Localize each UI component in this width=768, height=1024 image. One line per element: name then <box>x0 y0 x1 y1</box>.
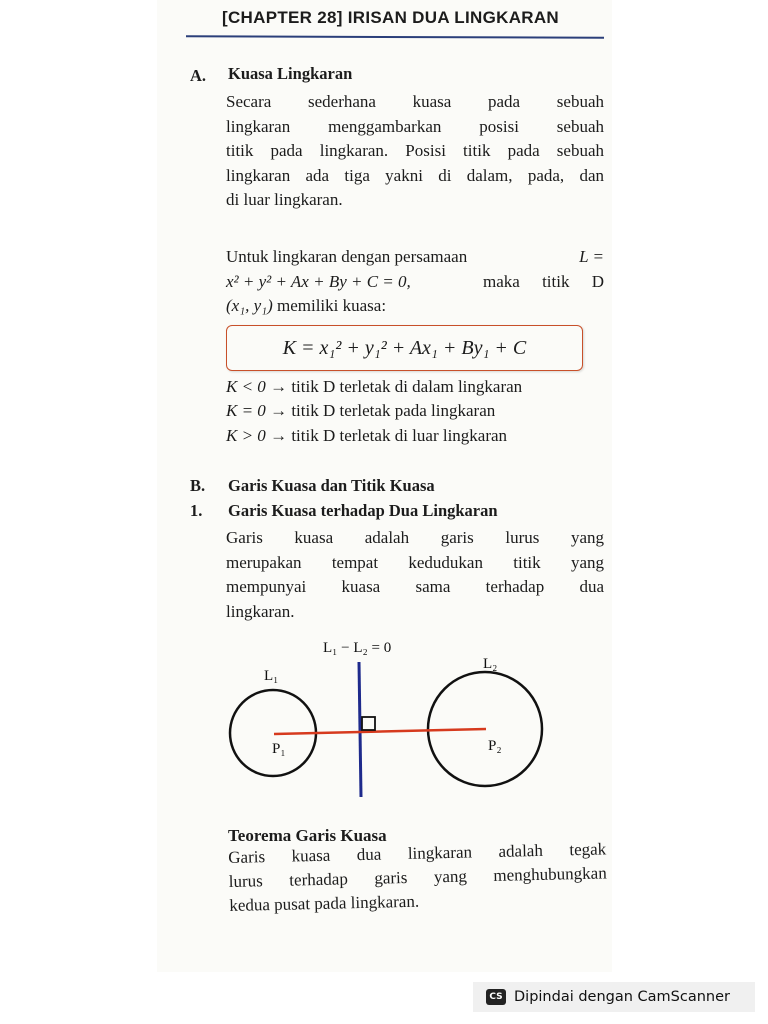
text-line: lingkaran ada tiga yakni di dalam, pada, dan <box>226 165 604 185</box>
circle-l1-label: L₁ <box>264 668 279 684</box>
condition-math: K < 0 <box>226 377 266 396</box>
text-line: merupakan tempat kedudukan titik yang <box>226 552 604 572</box>
radical-line <box>359 662 361 797</box>
condition-text: → titik D terletak di luar lingkaran <box>270 426 508 445</box>
subsection-1-number: 1. <box>190 501 203 520</box>
center-line <box>274 729 486 734</box>
circle-l2-label: L₂ <box>483 656 498 672</box>
radical-line-label: L₁ − L₂ = 0 <box>323 640 392 656</box>
text-line: kedua pusat pada lingkaran. <box>229 891 420 915</box>
theorem-title: Teorema Garis Kuasa <box>228 826 387 845</box>
text-line: di luar lingkaran. <box>226 190 343 209</box>
chapter-title: [CHAPTER 28] IRISAN DUA LINGKARAN <box>222 8 560 27</box>
text-line: lingkaran menggambarkan posisi sebuah <box>226 116 604 136</box>
text-line: mempunyai kuasa sama terhadap dua <box>226 577 604 596</box>
text-line: Garis kuasa adalah garis lurus yang <box>226 528 604 547</box>
text-line: lingkaran. <box>226 601 295 621</box>
watermark-text: Dipindai dengan CamScanner <box>514 989 731 1005</box>
center-p2-label: P₂ <box>488 738 502 754</box>
circle-equation: x² + y² + Ax + By + C = 0, <box>226 271 411 291</box>
condition-math: K = 0 <box>226 401 266 420</box>
para2-text-1: Untuk lingkaran dengan persamaan <box>226 247 468 266</box>
center-p1-label: P₁ <box>272 741 286 757</box>
camscanner-watermark <box>473 982 755 1012</box>
para2-math-1: L = <box>579 247 604 266</box>
text-line: Garis kuasa dua lingkaran adalah tegak <box>228 839 607 867</box>
section-a-number: A. <box>190 66 207 85</box>
condition-math: K > 0 <box>226 426 266 445</box>
condition-text: → titik D terletak di dalam lingkaran <box>270 377 523 396</box>
camscanner-icon: CS <box>486 989 506 1005</box>
section-b-title: Garis Kuasa dan Titik Kuasa <box>228 476 435 495</box>
condition-text: → titik D terletak pada lingkaran <box>270 401 496 420</box>
para2-text-2: maka titik D <box>483 271 604 291</box>
right-angle-marker <box>362 717 375 730</box>
text-line: Secara sederhana kuasa pada sebuah <box>226 92 604 111</box>
point-d-coordinates: (x₁, y₁) <box>226 296 273 315</box>
power-formula: K = x₁² + y₁² + Ax₁ + By₁ + C <box>282 336 527 359</box>
text-line: titik pada lingkaran. Posisi titik pada sebuah <box>226 141 604 160</box>
subsection-1-title: Garis Kuasa terhadap Dua Lingkaran <box>228 501 498 520</box>
para2-text-3: memiliki kuasa: <box>276 296 387 315</box>
section-b-number: B. <box>190 476 206 495</box>
text-line: lurus terhadap garis yang menghubungkan <box>228 863 607 891</box>
section-a-title: Kuasa Lingkaran <box>228 64 353 83</box>
theorem-text <box>228 837 608 918</box>
